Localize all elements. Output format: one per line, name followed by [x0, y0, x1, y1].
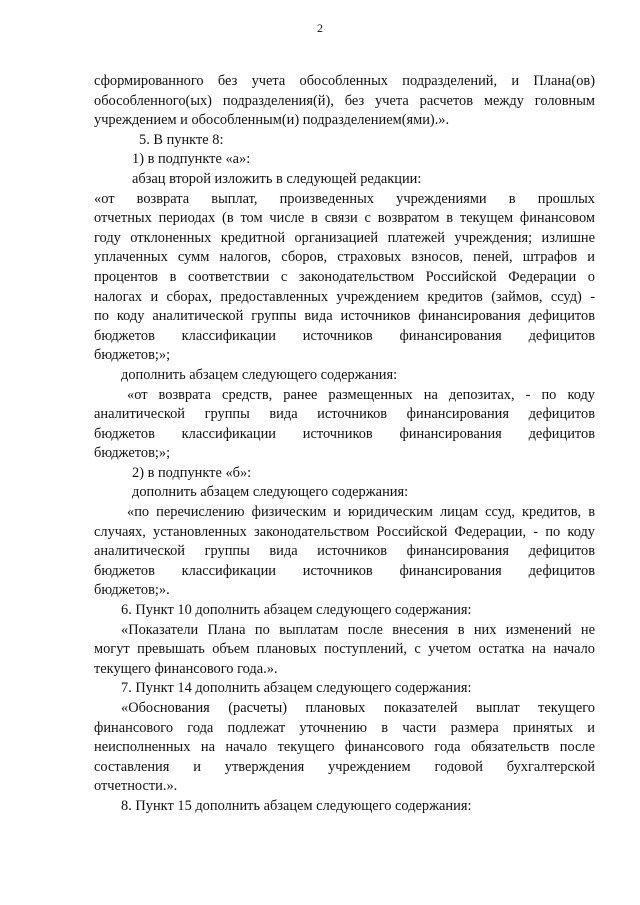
- text-line: налогах и сборах, предоставленных учреждением кредитов (займов, ссуд) -: [94, 288, 595, 305]
- text-line: сформированного без учета обособленных подразделений, и Плана(ов): [94, 73, 595, 89]
- text-line: бюджетов классификации источников финансирования дефицитов: [94, 327, 595, 344]
- text-line: дополнить абзацем следующего содержания:: [121, 366, 398, 383]
- text-line: по коду аналитической группы вида источников финансирования дефицитов: [94, 308, 595, 325]
- text-line: бюджетов;»;: [94, 347, 171, 364]
- text-line: «от возврата выплат, произведенных учреждениями в прошлых: [94, 190, 595, 207]
- document-body: [94, 72, 595, 817]
- text-line: отчетных периодах (в том числе в связи с возвратом в текущем финансовом: [94, 210, 595, 227]
- text-line: бюджетов классификации источников финансирования дефицитов: [94, 562, 595, 579]
- text-line: абзац второй изложить в следующей редакции:: [132, 170, 422, 187]
- text-line: учреждением и обособленным(и) подразделением(ями).».: [94, 112, 450, 129]
- text-line: бюджетов;»;: [94, 445, 171, 462]
- text-line: уплаченных сумм налогов, сборов, страховых взносов, пеней, штрафов и: [94, 249, 595, 266]
- text-line: обособленного(ых) подразделения(й), без учета расчетов между головным: [94, 92, 595, 109]
- text-line: процентов в соответствии с законодательством Российской Федерации о: [94, 268, 595, 285]
- text-line: 8. Пункт 15 дополнить абзацем следующего содержания:: [121, 797, 472, 814]
- text-line: бюджетов классификации источников финансирования дефицитов: [94, 425, 595, 442]
- text-line: 5. В пункте 8:: [139, 131, 224, 148]
- text-line: отчетности.».: [94, 778, 178, 795]
- text-line: случаях, установленных законодательством Российской Федерации, - по коду: [94, 523, 595, 540]
- text-line: «от возврата средств, ранее размещенных на депозитах, - по коду: [127, 386, 595, 403]
- text-line: аналитической группы вида источников финансирования дефицитов: [94, 543, 595, 560]
- text-line: 6. Пункт 10 дополнить абзацем следующего содержания:: [121, 602, 472, 619]
- text-line: 2) в подпункте «б»:: [132, 464, 252, 481]
- text-line: могут превышать объем плановых поступлений, с учетом остатка на начало: [94, 641, 595, 658]
- text-line: дополнить абзацем следующего содержания:: [132, 484, 409, 501]
- text-line: «Обоснования (расчеты) плановых показателей выплат текущего: [121, 700, 595, 716]
- page-number: 2: [317, 21, 323, 35]
- text-line: 1) в подпункте «а»:: [132, 151, 251, 168]
- text-line: неисполненных на начало текущего финансового года обязательств после: [94, 739, 595, 756]
- text-line: 7. Пункт 14 дополнить абзацем следующего содержания:: [121, 680, 472, 697]
- text-line: «Показатели Плана по выплатам после внесения в них изменений не: [121, 621, 595, 638]
- text-line: бюджетов;».: [94, 582, 170, 599]
- text-line: текущего финансового года.».: [94, 660, 278, 677]
- text-line: «по перечислению физическим и юридическим лицам ссуд, кредитов, в: [127, 504, 595, 521]
- text-line: финансового года подлежат уточнению в части размера принятых и: [94, 719, 595, 736]
- text-line: году отклоненных кредитной организацией платежей учреждения; излишне: [94, 229, 595, 246]
- text-line: составления и утверждения учреждением годовой бухгалтерской: [94, 758, 595, 775]
- text-line: аналитической группы вида источников финансирования дефицитов: [94, 406, 595, 423]
